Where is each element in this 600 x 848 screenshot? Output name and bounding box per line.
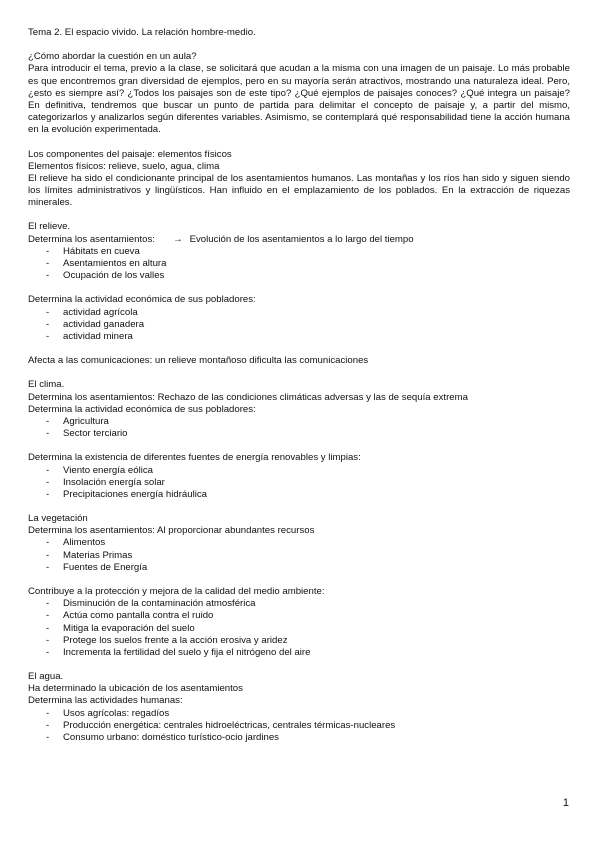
dash-bullet: - bbox=[46, 561, 50, 573]
dash-bullet: - bbox=[46, 549, 50, 561]
relieve-actividad-label: Determina la actividad económica de sus pobladores: bbox=[28, 294, 256, 306]
list-item bbox=[28, 635, 570, 647]
dash-bullet: - bbox=[46, 598, 50, 610]
dash-bullet: - bbox=[46, 428, 50, 440]
dash-bullet: - bbox=[46, 719, 50, 731]
dash-bullet: - bbox=[46, 610, 50, 622]
dash-bullet: - bbox=[46, 330, 50, 342]
list-item bbox=[28, 319, 570, 331]
dash-bullet: - bbox=[46, 731, 50, 743]
list-item-text: Hábitats en cueva bbox=[63, 245, 140, 257]
components-heading: Los componentes del paisaje: elementos físicos bbox=[28, 148, 232, 160]
list-item bbox=[28, 246, 570, 258]
relieve-evolution-text: Evolución de los asentamientos a lo largo del tiempo bbox=[189, 233, 414, 245]
dash-bullet: - bbox=[46, 306, 50, 318]
dash-bullet: - bbox=[46, 245, 50, 257]
list-item-text: Protege los suelos frente a la acción erosiva y aridez bbox=[63, 634, 288, 646]
relieve-comunicaciones: Afecta a las comunicaciones: un relieve montañoso dificulta las comunicaciones bbox=[28, 355, 369, 367]
agua-ubicacion: Ha determinado la ubicación de los asentamientos bbox=[28, 683, 243, 695]
dash-bullet: - bbox=[46, 476, 50, 488]
list-item-text: Agricultura bbox=[63, 415, 109, 427]
relieve-asentamientos-line bbox=[28, 234, 570, 246]
list-item-text: Viento energía eólica bbox=[63, 464, 153, 476]
list-item bbox=[28, 598, 570, 610]
page-number: 1 bbox=[562, 797, 569, 809]
list-item-text: Actúa como pantalla contra el ruido bbox=[63, 610, 214, 622]
list-item bbox=[28, 732, 570, 744]
list-item bbox=[28, 720, 570, 732]
list-item-text: Incrementa la fertilidad del suelo y fija el nitrógeno del aire bbox=[63, 646, 311, 658]
clima-asentamientos: Determina los asentamientos: Rechazo de las condiciones climáticas adversas y las de sequía extrema bbox=[28, 391, 468, 403]
list-item-text: Sector terciario bbox=[63, 428, 128, 440]
list-item bbox=[28, 465, 570, 477]
list-item-text: Ocupación de los valles bbox=[63, 270, 165, 282]
vegetacion-heading: La vegetación bbox=[28, 513, 88, 525]
list-item-text: Mitiga la evaporación del suelo bbox=[63, 622, 195, 634]
dash-bullet: - bbox=[46, 707, 50, 719]
list-item bbox=[28, 647, 570, 659]
list-item bbox=[28, 562, 570, 574]
clima-actividad-label: Determina la actividad económica de sus pobladores: bbox=[28, 403, 256, 415]
list-item-text: Materias Primas bbox=[63, 549, 133, 561]
dash-bullet: - bbox=[46, 488, 50, 500]
dash-bullet: - bbox=[46, 415, 50, 427]
dash-bullet: - bbox=[46, 257, 50, 269]
list-item bbox=[28, 623, 570, 635]
clima-energia-label: Determina la existencia de diferentes fuentes de energía renovables y limpias: bbox=[28, 452, 361, 464]
list-item-text: actividad minera bbox=[63, 330, 133, 342]
components-subheading: Elementos físicos: relieve, suelo, agua, clima bbox=[28, 160, 220, 172]
list-item bbox=[28, 270, 570, 282]
vegetacion-proteccion-label: Contribuye a la protección y mejora de la calidad del medio ambiente: bbox=[28, 586, 325, 598]
list-item-text: Fuentes de Energía bbox=[63, 561, 148, 573]
list-item bbox=[28, 428, 570, 440]
agua-heading: El agua. bbox=[28, 671, 64, 683]
agua-actividades-label: Determina las actividades humanas: bbox=[28, 695, 183, 707]
dash-bullet: - bbox=[46, 464, 50, 476]
list-item bbox=[28, 416, 570, 428]
list-item bbox=[28, 708, 570, 720]
right-arrow-icon: → bbox=[173, 233, 183, 245]
dash-bullet: - bbox=[46, 622, 50, 634]
vegetacion-asentamientos: Determina los asentamientos: Al proporcionar abundantes recursos bbox=[28, 525, 315, 537]
dash-bullet: - bbox=[46, 270, 50, 282]
relieve-heading: El relieve. bbox=[28, 221, 71, 233]
dash-bullet: - bbox=[46, 318, 50, 330]
list-item-text: Precipitaciones energía hidráulica bbox=[63, 488, 207, 500]
list-item-text: Alimentos bbox=[63, 537, 106, 549]
relieve-asentamientos-label: Determina los asentamientos: bbox=[28, 233, 155, 245]
list-item-text: Consumo urbano: doméstico turístico-ocio jardines bbox=[63, 731, 279, 743]
clima-heading: El clima. bbox=[28, 379, 65, 391]
list-item-text: Usos agrícolas: regadíos bbox=[63, 707, 170, 719]
list-item bbox=[28, 258, 570, 270]
components-paragraph: El relieve ha sido el condicionante principal de los asentamientos humanos. Las montañas y los ríos han sido y siguen siendo los límites administrativos y lingüísticos. Han influido en el emplazamiento de los poblados. En la extracción de riquezas minerales. bbox=[28, 172, 570, 209]
list-item-text: actividad agrícola bbox=[63, 306, 138, 318]
intro-paragraph: Para introducir el tema, previo a la clase, se solicitará que acudan a la misma con una imagen de un paisaje. Lo más probable es que encontremos gran diversidad de ejemplos, pero en su mayoría serán atractivos, mostrando una naturaleza ideal. Pero, ¿esto es siempre así? ¿Todos los paisajes son de este tipo? ¿Qué ejemplos de paisajes conoces? ¿Qué integra un paisaje? En definitiva, tendremos que buscar un punto de partida para delimitar el concepto de paisaje y, a partir del mismo, categorizarlos y analizarlos según diferentes variables. Asimismo, se contemplará qué responsabilidad tiene la acción humana en la evolución experimentada. bbox=[28, 63, 570, 136]
list-item-text: Insolación energía solar bbox=[63, 476, 165, 488]
intro-heading: ¿Cómo abordar la cuestión en un aula? bbox=[28, 51, 197, 63]
list-item-text: Asentamientos en altura bbox=[63, 257, 167, 269]
dash-bullet: - bbox=[46, 537, 50, 549]
list-item bbox=[28, 489, 570, 501]
list-item bbox=[28, 331, 570, 343]
dash-bullet: - bbox=[46, 646, 50, 658]
list-item bbox=[28, 537, 570, 549]
document-title: Tema 2. El espacio vivido. La relación hombre-medio. bbox=[28, 27, 256, 38]
list-item bbox=[28, 307, 570, 319]
list-item bbox=[28, 477, 570, 489]
list-item-text: Disminución de la contaminación atmosférica bbox=[63, 598, 256, 610]
list-item-text: Producción energética: centrales hidroeléctricas, centrales térmicas-nucleares bbox=[63, 719, 396, 731]
list-item bbox=[28, 550, 570, 562]
list-item-text: actividad ganadera bbox=[63, 318, 145, 330]
dash-bullet: - bbox=[46, 634, 50, 646]
list-item bbox=[28, 610, 570, 622]
